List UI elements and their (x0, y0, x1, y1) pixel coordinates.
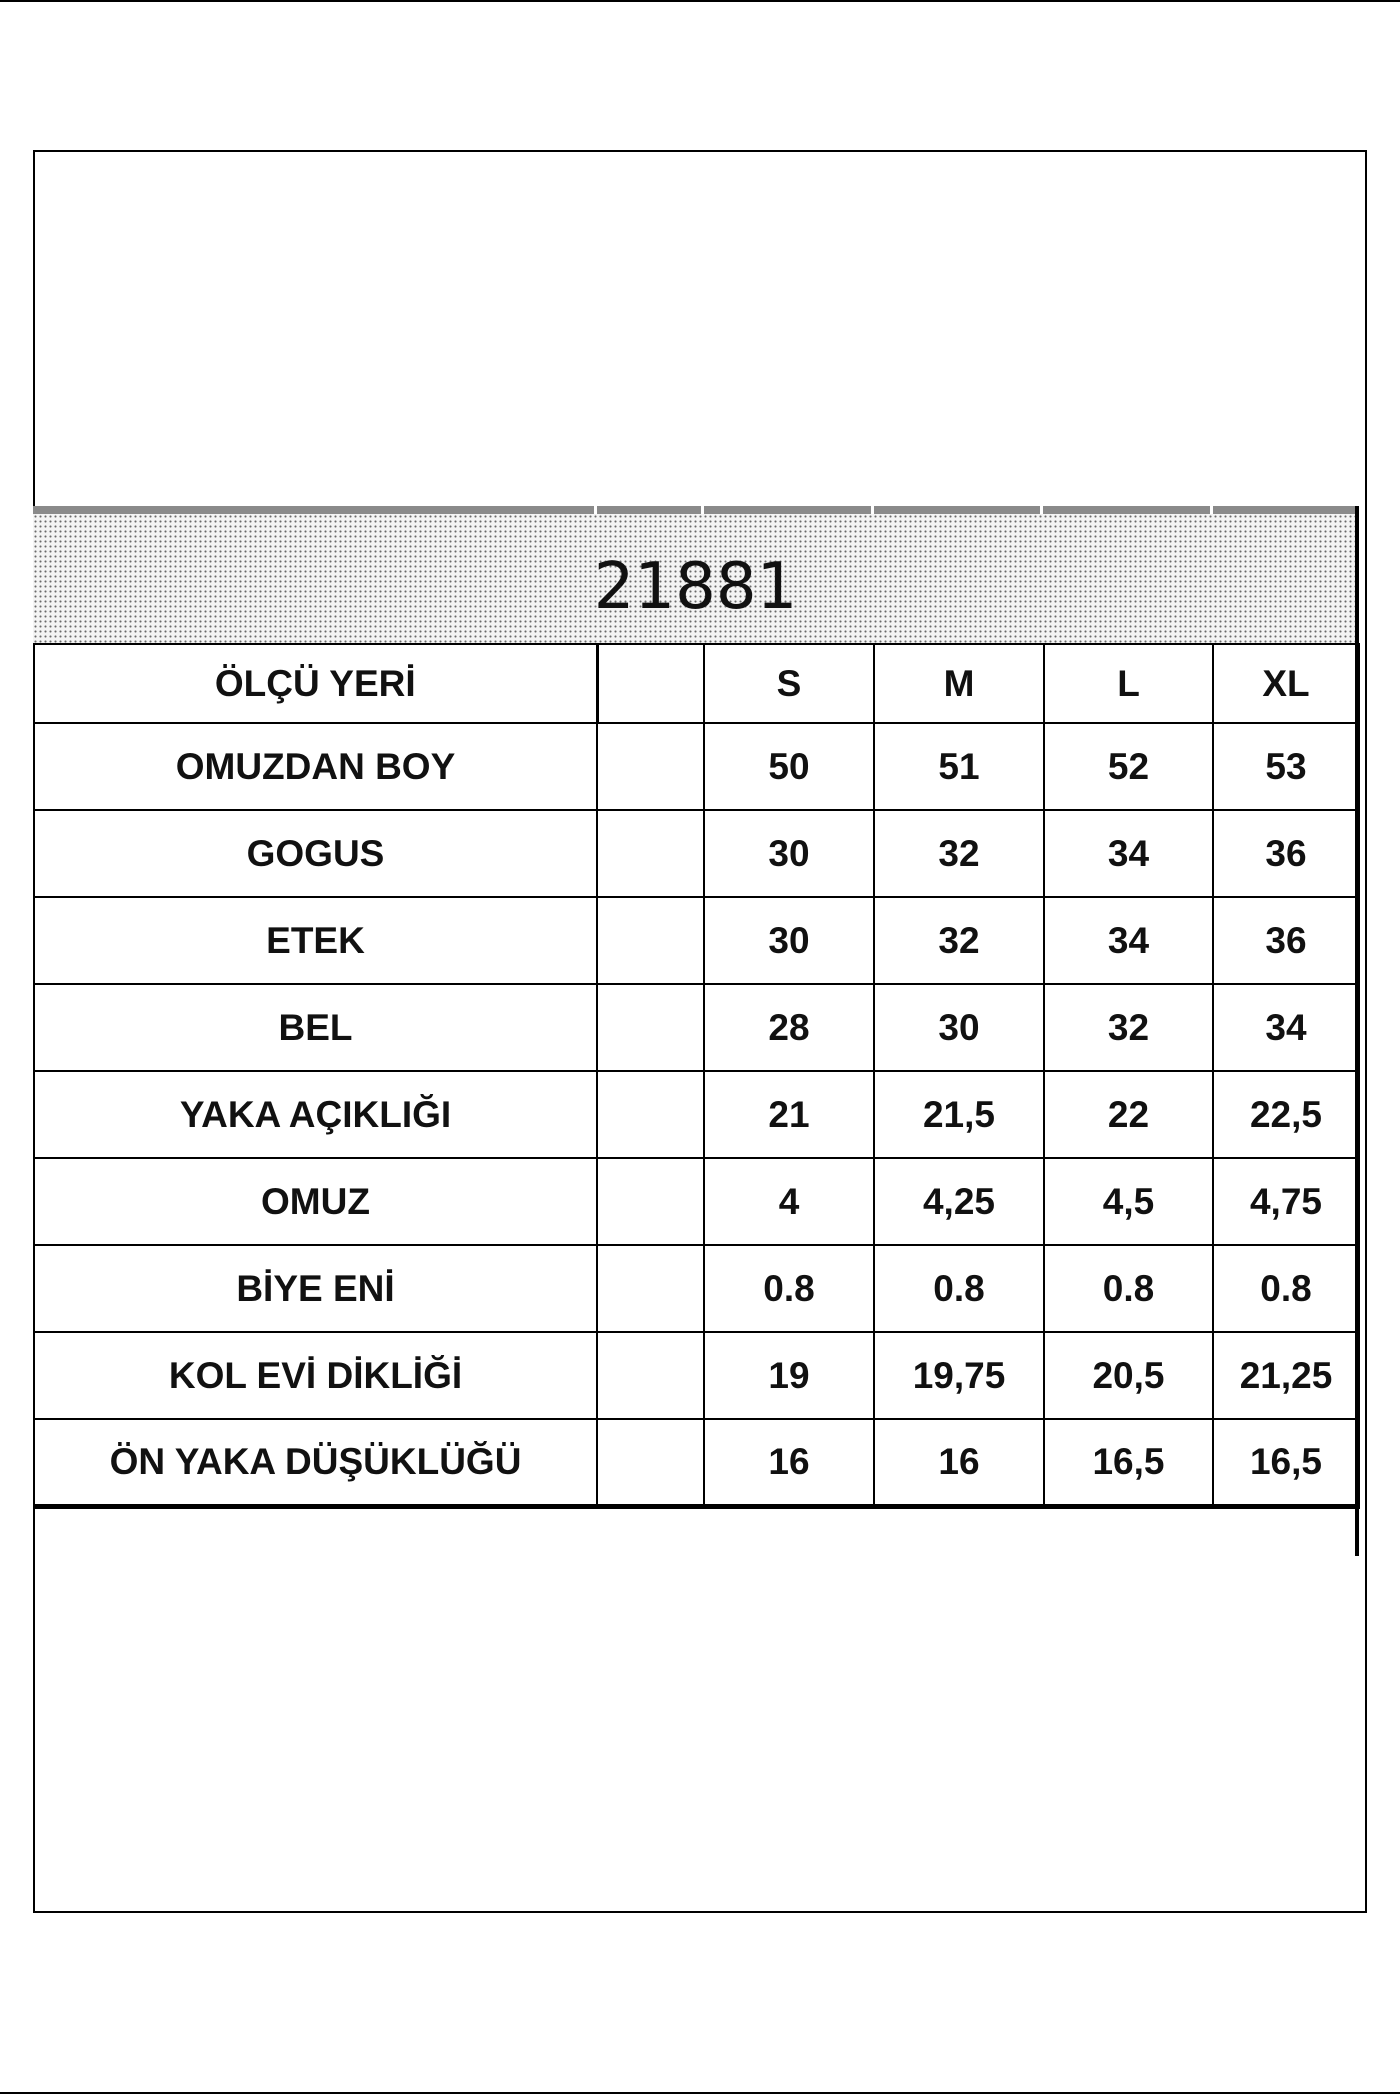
blank-cell (597, 1245, 704, 1332)
blank-cell (597, 1158, 704, 1245)
table-right-shadow (1355, 506, 1359, 1556)
size-value: 52 (1044, 723, 1213, 810)
size-value: 19 (704, 1332, 874, 1419)
size-table (33, 643, 1360, 1509)
table-header-row (34, 644, 1359, 723)
blank-cell (597, 897, 704, 984)
size-header: S (704, 644, 874, 723)
size-value: 22,5 (1213, 1071, 1359, 1158)
size-value: 21 (704, 1071, 874, 1158)
model-code-banner (33, 506, 1358, 643)
size-value: 0.8 (874, 1245, 1044, 1332)
size-value: 30 (704, 897, 874, 984)
blank-cell (597, 1332, 704, 1419)
measurement-label: ÖN YAKA DÜŞÜKLÜĞÜ (34, 1419, 597, 1506)
size-value: 32 (874, 897, 1044, 984)
size-value: 22 (1044, 1071, 1213, 1158)
size-value: 0.8 (704, 1245, 874, 1332)
size-header: M (874, 644, 1044, 723)
size-value: 0.8 (1213, 1245, 1359, 1332)
table-row (34, 810, 1359, 897)
size-value: 30 (874, 984, 1044, 1071)
table-row (34, 897, 1359, 984)
size-value: 21,5 (874, 1071, 1044, 1158)
size-header: XL (1213, 644, 1359, 723)
measurement-label: YAKA AÇIKLIĞI (34, 1071, 597, 1158)
size-value: 4,5 (1044, 1158, 1213, 1245)
size-value: 16 (704, 1419, 874, 1506)
measurement-label: GOGUS (34, 810, 597, 897)
table-row (34, 1071, 1359, 1158)
size-header: L (1044, 644, 1213, 723)
measurement-label: OMUZDAN BOY (34, 723, 597, 810)
size-value: 19,75 (874, 1332, 1044, 1419)
size-value: 4,75 (1213, 1158, 1359, 1245)
measurement-label: KOL EVİ DİKLİĞİ (34, 1332, 597, 1419)
size-value: 32 (874, 810, 1044, 897)
size-value: 34 (1213, 984, 1359, 1071)
top-edge-line (0, 0, 1400, 2)
measurement-label: BEL (34, 984, 597, 1071)
table-row (34, 1332, 1359, 1419)
measurement-point-header: ÖLÇÜ YERİ (34, 644, 597, 723)
size-value: 4 (704, 1158, 874, 1245)
size-value: 20,5 (1044, 1332, 1213, 1419)
size-value: 16,5 (1213, 1419, 1359, 1506)
table-row (34, 1158, 1359, 1245)
model-code: 21881 (593, 550, 798, 624)
size-value: 34 (1044, 897, 1213, 984)
size-chart-sheet (33, 506, 1358, 1556)
size-value: 32 (1044, 984, 1213, 1071)
size-value: 34 (1044, 810, 1213, 897)
blank-cell (597, 1071, 704, 1158)
blank-cell (597, 984, 704, 1071)
blank-header-cell (597, 644, 704, 723)
size-value: 36 (1213, 810, 1359, 897)
size-value: 36 (1213, 897, 1359, 984)
size-value: 4,25 (874, 1158, 1044, 1245)
measurement-label: ETEK (34, 897, 597, 984)
measurement-label: BİYE ENİ (34, 1245, 597, 1332)
size-value: 30 (704, 810, 874, 897)
size-value: 21,25 (1213, 1332, 1359, 1419)
size-value: 50 (704, 723, 874, 810)
blank-cell (597, 723, 704, 810)
bottom-edge-line (0, 2092, 1400, 2094)
table-row (34, 984, 1359, 1071)
table-row (34, 723, 1359, 810)
blank-cell (597, 810, 704, 897)
measurement-label: OMUZ (34, 1158, 597, 1245)
size-value: 51 (874, 723, 1044, 810)
size-value: 16,5 (1044, 1419, 1213, 1506)
table-row (34, 1419, 1359, 1506)
size-value: 28 (704, 984, 874, 1071)
size-value: 16 (874, 1419, 1044, 1506)
table-row (34, 1245, 1359, 1332)
size-value: 53 (1213, 723, 1359, 810)
blank-cell (597, 1419, 704, 1506)
size-value: 0.8 (1044, 1245, 1213, 1332)
